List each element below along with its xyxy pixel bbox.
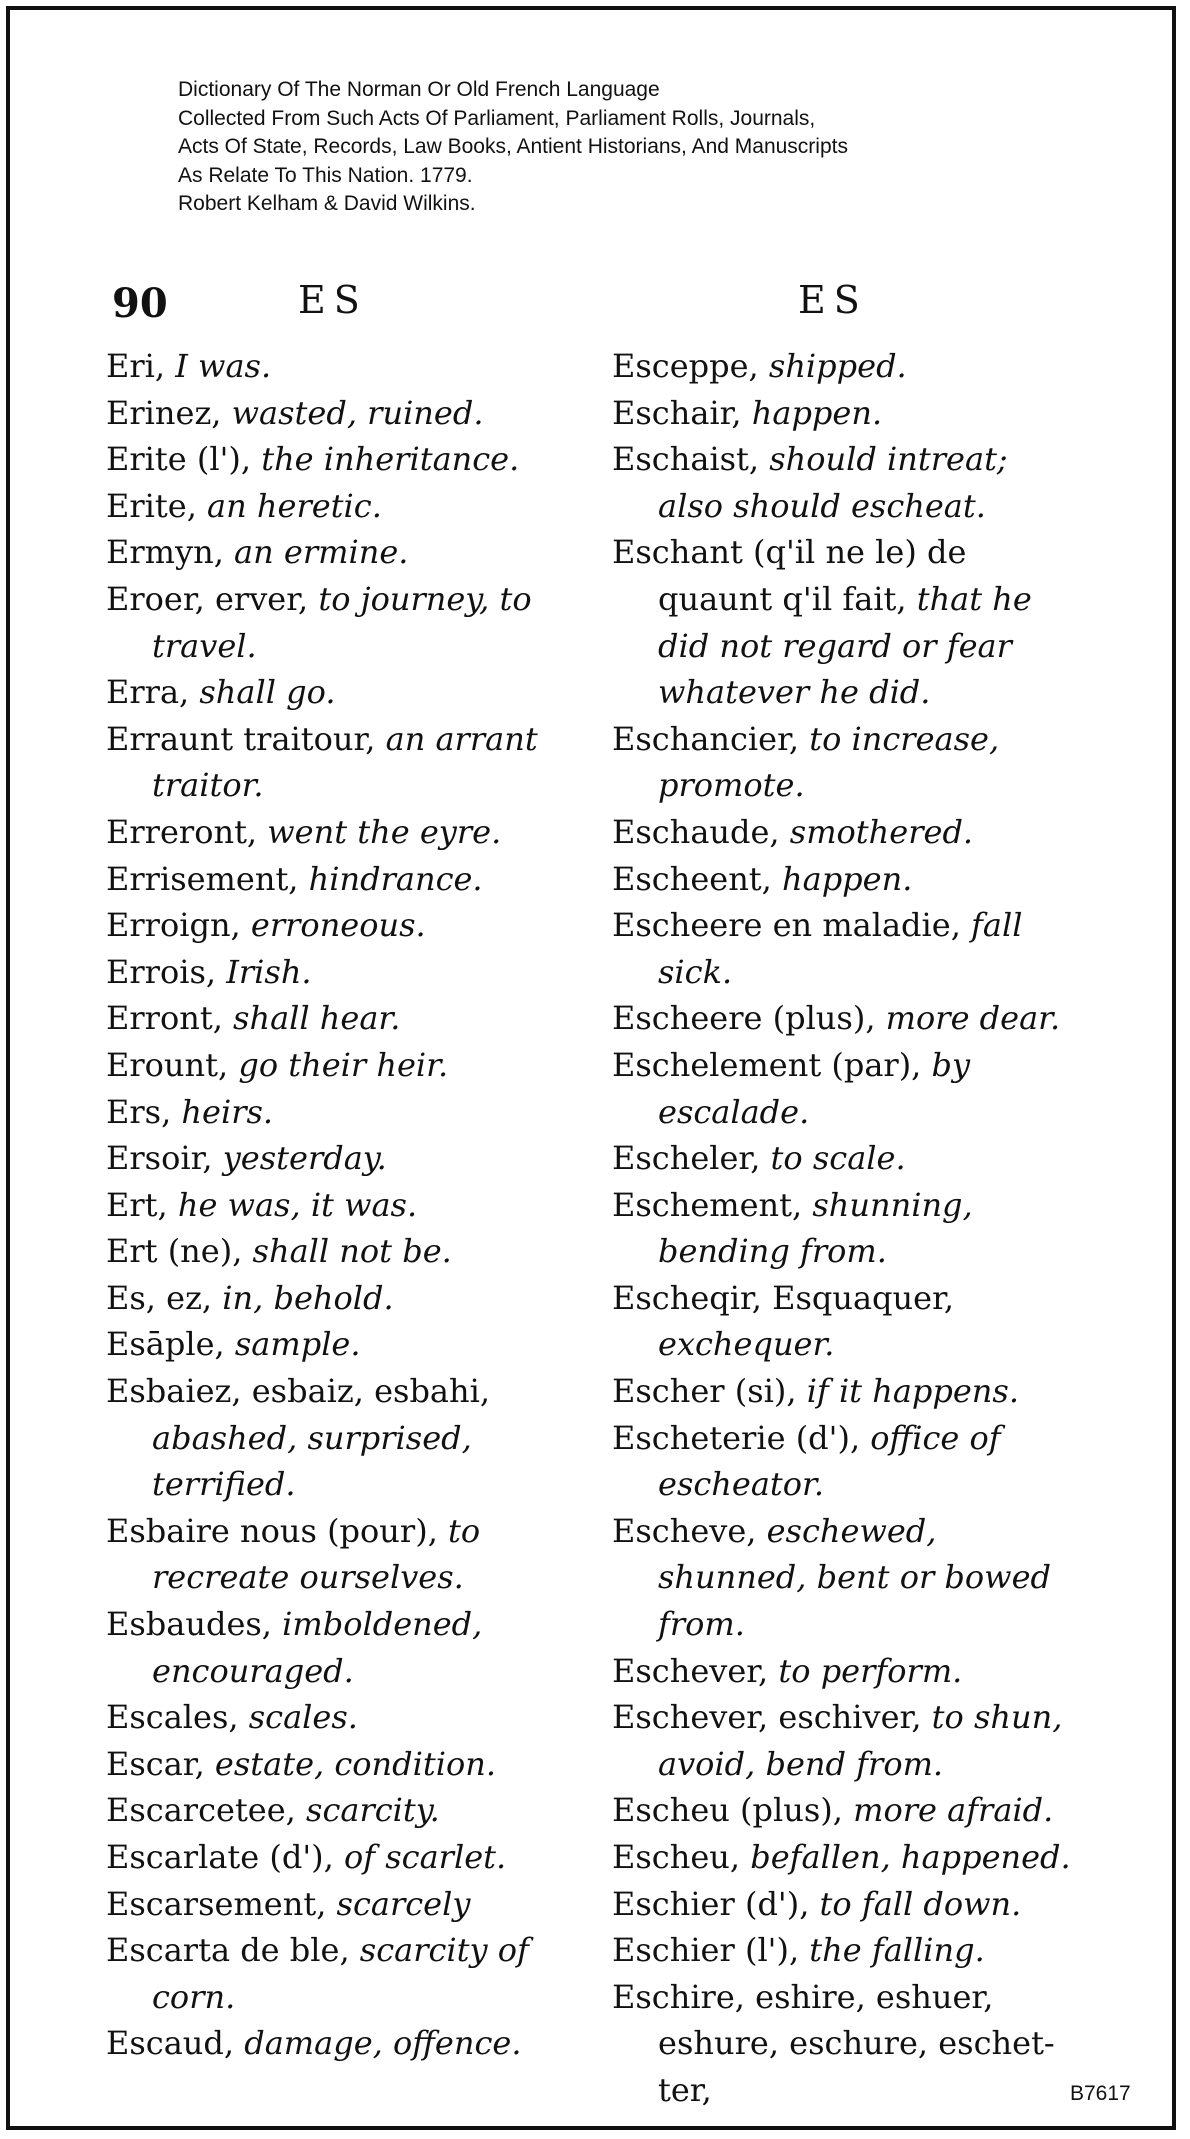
entry-headword: Erroign, xyxy=(106,906,251,945)
entry-definition: that he did not regard or fear whatever he did. xyxy=(658,579,1032,712)
dictionary-entry xyxy=(612,1415,1074,1508)
entry-definition: shunning, bending from. xyxy=(658,1185,973,1271)
entry-definition: go their heir. xyxy=(238,1045,449,1084)
dictionary-entry xyxy=(106,1927,576,2020)
dictionary-entry xyxy=(612,809,1074,856)
dictionary-entry xyxy=(106,1834,576,1881)
dictionary-entry xyxy=(612,716,1074,809)
dictionary-entry xyxy=(106,390,576,437)
entry-definition: scarcity of corn. xyxy=(152,1931,529,2016)
entry-definition: scarcity. xyxy=(306,1791,440,1830)
entry-definition: damage, offence. xyxy=(244,2024,522,2063)
entry-headword: Escheent, xyxy=(612,859,782,898)
dictionary-entry xyxy=(106,343,576,390)
dictionary-entry xyxy=(106,1321,576,1368)
entry-headword: Es, ez, xyxy=(106,1278,223,1317)
entry-definition: an ermine. xyxy=(234,533,409,572)
entry-headword: Ers, xyxy=(106,1092,182,1131)
entry-definition: office of escheator. xyxy=(658,1418,1001,1504)
entry-headword: Escarta de ble, xyxy=(106,1931,360,1970)
dictionary-entry xyxy=(612,1881,1074,1928)
entry-headword: Eschelement (par), xyxy=(612,1045,932,1084)
entry-headword: Eschant (q'il ne le) de quaunt q'il fait, xyxy=(612,533,967,618)
dictionary-entry xyxy=(612,856,1074,903)
dictionary-entry xyxy=(106,1182,576,1229)
dictionary-entry xyxy=(612,1368,1074,1415)
entry-headword: Escheqir, Esquaquer, xyxy=(612,1278,955,1317)
dictionary-entry xyxy=(106,1787,576,1834)
entry-headword: Erinez, xyxy=(106,393,232,432)
entry-headword: Eschement, xyxy=(612,1185,813,1224)
entry-definition: to perform. xyxy=(778,1651,963,1690)
entry-headword: Eschever, eschiver, xyxy=(612,1698,932,1737)
entry-definition: shipped. xyxy=(768,347,907,385)
entry-headword: Ermyn, xyxy=(106,533,235,572)
entry-definition: exchequer. xyxy=(658,1325,835,1364)
entry-headword: Eschier (l'), xyxy=(612,1931,810,1970)
dictionary-entry xyxy=(612,1694,1074,1787)
dictionary-entry xyxy=(612,436,1074,529)
entry-definition: to journey, to travel. xyxy=(152,579,532,665)
entry-headword: Eroer, erver, xyxy=(106,579,319,618)
entry-headword: Erount, xyxy=(106,1045,239,1084)
entry-definition: to shun, avoid, bend from. xyxy=(658,1698,1063,1783)
header-line: As Relate To This Nation. 1779. xyxy=(178,163,473,187)
entry-definition: erroneous. xyxy=(250,906,426,945)
entry-definition: shall not be. xyxy=(252,1232,452,1271)
page-id: B7617 xyxy=(1070,2082,1131,2105)
entry-headword: Eschever, xyxy=(612,1651,779,1690)
entry-definition: happen. xyxy=(751,393,883,432)
entry-definition: by escalade. xyxy=(658,1045,971,1131)
entry-headword: Escheterie (d'), xyxy=(612,1418,871,1457)
entry-definition: heirs. xyxy=(181,1092,274,1131)
entry-headword: Esceppe, xyxy=(612,347,769,385)
page-number: 90 xyxy=(112,280,168,327)
dictionary-entry xyxy=(106,1228,576,1275)
dictionary-entry xyxy=(106,1741,576,1788)
running-head-left: ES xyxy=(298,278,368,322)
entry-definition: estate, condition. xyxy=(214,1744,496,1783)
entry-definition: shall go. xyxy=(199,673,336,712)
entry-headword: Ert (ne), xyxy=(106,1232,253,1271)
dictionary-entry xyxy=(612,1135,1074,1182)
entry-definition: of scarlet. xyxy=(343,1838,507,1876)
entry-definition: to recreate ourselves. xyxy=(152,1511,481,1597)
dictionary-entry xyxy=(612,1974,1074,2114)
entry-headword: Esāple, xyxy=(106,1325,235,1364)
entry-headword: Ersoir, xyxy=(106,1139,223,1178)
running-head-right: ES xyxy=(798,278,868,322)
entry-headword: Escar, xyxy=(106,1744,215,1783)
entry-headword: Escaud, xyxy=(106,2024,245,2063)
dictionary-entry xyxy=(106,1368,576,1508)
entry-definition: eschewed, shunned, bent or bowed from. xyxy=(658,1511,1051,1644)
header-line: Collected From Such Acts Of Parliament, Parliament Rolls, Journals, xyxy=(178,106,816,130)
dictionary-entry xyxy=(612,1275,1074,1368)
entry-definition: more dear. xyxy=(885,999,1061,1038)
entry-definition: happen. xyxy=(782,859,913,898)
entry-definition: in, behold. xyxy=(222,1278,394,1317)
dictionary-entry xyxy=(612,1927,1074,1974)
dictionary-entry xyxy=(612,529,1074,715)
dictionary-entry xyxy=(106,1881,576,1928)
entry-definition: an arrant traitor. xyxy=(152,719,538,805)
entry-headword: Esbaire nous (pour), xyxy=(106,1511,449,1550)
entry-definition: scales. xyxy=(248,1698,358,1737)
dictionary-entry xyxy=(612,343,1074,390)
left-column xyxy=(106,343,576,2067)
dictionary-entry xyxy=(106,995,576,1042)
dictionary-entry xyxy=(106,949,576,996)
entry-definition: he was, it was. xyxy=(177,1185,418,1224)
dictionary-entry xyxy=(106,483,576,530)
dictionary-entry xyxy=(106,669,576,716)
dictionary-entry xyxy=(106,1508,576,1601)
dictionary-entry xyxy=(106,529,576,576)
entry-definition: befallen, happened. xyxy=(750,1838,1071,1876)
entry-definition: sample. xyxy=(234,1325,361,1364)
header-line: Acts Of State, Records, Law Books, Antient Historians, And Manuscripts xyxy=(178,135,848,158)
entry-definition: hindrance. xyxy=(308,859,483,898)
entry-headword: Escheler, xyxy=(612,1139,771,1178)
entry-headword: Eschaist, xyxy=(612,440,770,479)
entry-headword: Escheve, xyxy=(612,1511,767,1550)
entry-headword: Escheu (plus), xyxy=(612,1791,854,1830)
entry-definition: to increase, promote. xyxy=(658,719,1000,805)
entry-headword: Esbaiez, esbaiz, esbahi, xyxy=(106,1372,491,1411)
right-column xyxy=(612,343,1074,2114)
entry-headword: Escarcetee, xyxy=(106,1791,307,1830)
dictionary-entry xyxy=(612,902,1074,995)
dictionary-entry xyxy=(612,1834,1074,1881)
entry-headword: Erront, xyxy=(106,999,234,1038)
dictionary-entry xyxy=(106,2020,576,2067)
entry-definition: abashed, surprised, terrified. xyxy=(152,1418,472,1504)
entry-headword: Eri, xyxy=(106,347,176,385)
dictionary-entry xyxy=(106,576,576,669)
entry-headword: Eschaude, xyxy=(612,812,790,851)
dictionary-entry xyxy=(106,809,576,856)
dictionary-entry xyxy=(612,995,1074,1042)
entry-headword: Escher (si), xyxy=(612,1372,807,1411)
entry-headword: Eschier (d'), xyxy=(612,1884,820,1923)
entry-headword: Erite (l'), xyxy=(106,440,262,479)
dictionary-entry xyxy=(106,856,576,903)
dictionary-entry xyxy=(106,716,576,809)
dictionary-entry xyxy=(106,1089,576,1136)
entry-headword: Escarlate (d'), xyxy=(106,1838,344,1876)
entry-definition: wasted, ruined. xyxy=(231,393,484,432)
entry-definition: imboldened, encouraged. xyxy=(152,1605,483,1690)
entry-headword: Eschancier, xyxy=(612,719,810,758)
entry-definition: smothered. xyxy=(789,812,974,851)
entry-definition: the falling. xyxy=(809,1931,985,1970)
dictionary-entry xyxy=(612,390,1074,437)
dictionary-entry xyxy=(106,1042,576,1089)
entry-headword: Escheere (plus), xyxy=(612,999,886,1038)
entry-headword: Escheu, xyxy=(612,1838,751,1876)
header-line: Robert Kelham & David Wilkins. xyxy=(178,192,476,215)
entry-headword: Eschair, xyxy=(612,393,752,432)
dictionary-entry xyxy=(106,1135,576,1182)
dictionary-entry xyxy=(106,1275,576,1322)
entry-definition: yesterday. xyxy=(222,1139,387,1178)
entry-headword: Escarsement, xyxy=(106,1884,337,1923)
entry-headword: Eschire, eshire, eshuer, eshure, eschure, eschet-ter, xyxy=(612,1977,1055,2109)
dictionary-entry xyxy=(106,1601,576,1694)
entry-definition: if it happens. xyxy=(806,1372,1019,1411)
dictionary-entry xyxy=(612,1508,1074,1648)
entry-headword: Errois, xyxy=(106,952,227,991)
dictionary-entry xyxy=(106,902,576,949)
entry-headword: Erra, xyxy=(106,673,200,712)
dictionary-entry xyxy=(612,1182,1074,1275)
header-line: Dictionary Of The Norman Or Old French Language xyxy=(178,78,660,101)
entry-headword: Erite, xyxy=(106,486,208,525)
dictionary-entry xyxy=(106,1694,576,1741)
entry-definition: the inheritance. xyxy=(261,440,520,479)
entry-headword: Erraunt traitour, xyxy=(106,719,386,758)
entry-definition: Irish. xyxy=(226,952,312,991)
entry-headword: Esbaudes, xyxy=(106,1605,283,1644)
entry-definition: shall hear. xyxy=(233,999,401,1038)
entry-headword: Erreront, xyxy=(106,812,268,851)
dictionary-entry xyxy=(612,1648,1074,1695)
entry-definition: scarcely xyxy=(336,1884,471,1923)
entry-headword: Ert, xyxy=(106,1185,178,1224)
entry-definition: to fall down. xyxy=(819,1884,1022,1923)
entry-definition: more afraid. xyxy=(853,1791,1054,1830)
dictionary-entry xyxy=(612,1042,1074,1135)
dictionary-entry xyxy=(612,1787,1074,1834)
entry-headword: Errisement, xyxy=(106,859,309,898)
entry-headword: Escales, xyxy=(106,1698,249,1737)
entry-definition: to scale. xyxy=(770,1139,906,1178)
entry-definition: fall sick. xyxy=(658,906,1023,991)
entry-headword: Escheere en maladie, xyxy=(612,906,972,945)
entry-definition: should intreat; also should escheat. xyxy=(658,440,1008,525)
dictionary-entry xyxy=(106,436,576,483)
entry-definition: an heretic. xyxy=(207,486,382,525)
entry-definition: went the eyre. xyxy=(267,812,502,851)
entry-definition: I was. xyxy=(175,347,272,385)
document-header xyxy=(178,76,1078,219)
